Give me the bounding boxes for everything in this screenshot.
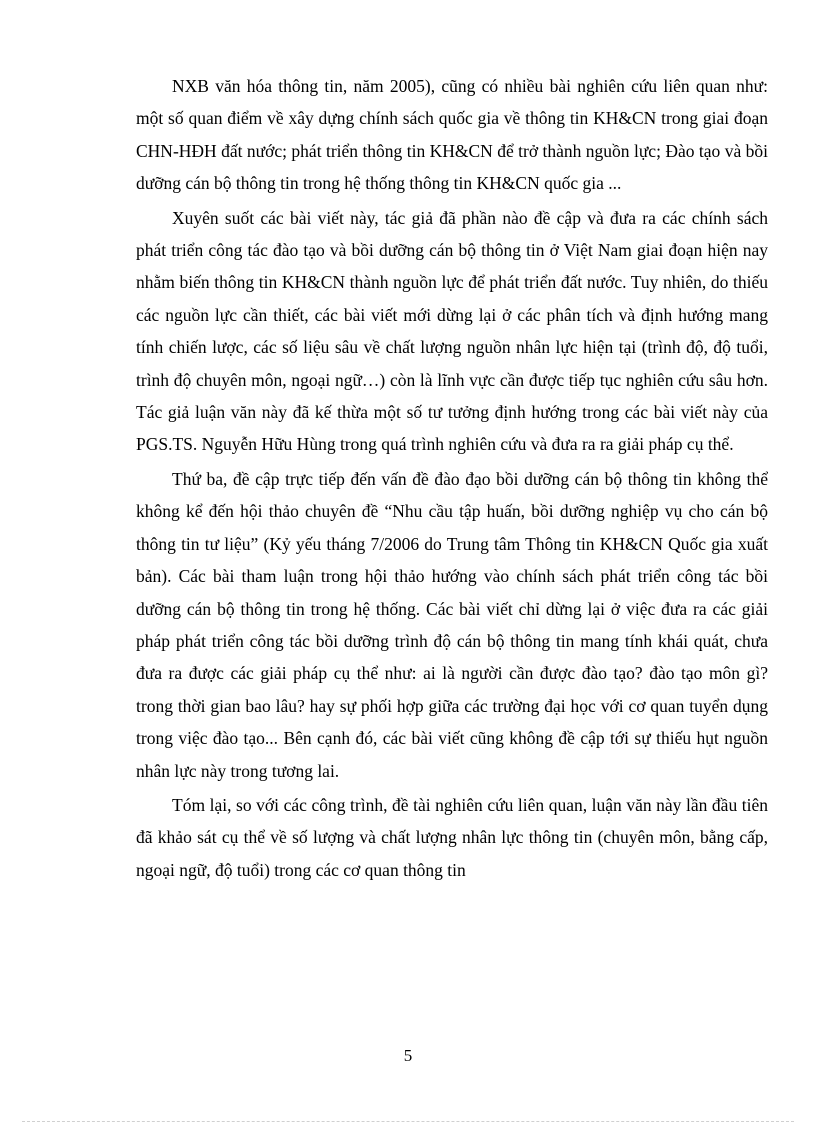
paragraph-4: Tóm lại, so với các công trình, đề tài nghiên cứu liên quan, luận văn này lần đầu tiên đã khảo sát cụ thể về số lượng và chất lượng nhân lực thông tin (chuyên môn, bằng cấp, ngoại ngữ, độ tuổi) trong các cơ quan thông tin [136,794,768,880]
page-bottom-divider [22,1121,794,1122]
body-text [136,70,768,888]
paragraph-2: Xuyên suốt các bài viết này, tác giả đã phần nào đề cập và đưa ra các chính sách phát triển công tác đào tạo và bồi dưỡng cán bộ thông tin ở Việt Nam giai đoạn hiện nay nhằm biến thông tin KH&CN thành nguồn lực để phát triển đất nước. Tuy nhiên, do thiếu các nguồn lực cần thiết, các bài viết mới dừng lại ở các phân tích và định hướng mang tính chiến lược, các số liệu sâu về chất lượng nguồn nhân lực hiện tại (trình độ, độ tuổi, trình độ chuyên môn, ngoại ngữ…) còn là lĩnh vực cần được tiếp tục nghiên cứu sâu hơn. Tác giả luận văn này đã kế thừa một số tư tưởng định hướng trong các bài viết này của PGS.TS. Nguyễn Hữu Hùng trong quá trình nghiên cứu và đưa ra ra giải pháp cụ thể. [136,207,768,455]
paragraph-1: NXB văn hóa thông tin, năm 2005), cũng có nhiều bài nghiên cứu liên quan như: một số quan điểm về xây dựng chính sách quốc gia về thông tin KH&CN trong giai đoạn CHN-HĐH đất nước; phát triển thông tin KH&CN để trở thành nguồn lực; Đào tạo và bồi dưỡng cán bộ thông tin trong hệ thống thông tin KH&CN quốc gia ... [136,76,768,194]
paragraph-3: Thứ ba, đề cập trực tiếp đến vấn đề đào đạo bồi dưỡng cán bộ thông tin không thể không kể đến hội thảo chuyên đề “Nhu cầu tập huấn, bồi dưỡng nghiệp vụ cho cán bộ thông tin tư liệu” (Kỷ yếu tháng 7/2006 do Trung tâm Thông tin KH&CN Quốc gia xuất bản). Các bài tham luận trong hội thảo hướng vào chính sách phát triển công tác bồi dưỡng cán bộ thông tin trong hệ thống. Các bài viết chỉ dừng lại ở việc đưa ra các giải pháp phát triển công tác bồi dưỡng trình độ cán bộ thông tin mang tính khái quát, chưa đưa ra được các giải pháp cụ thể như: ai là người cần được đào tạo? đào tạo môn gì? trong thời gian bao lâu? hay sự phối hợp giữa các trường đại học với cơ quan tuyển dụng trong việc đào tạo... Bên cạnh đó, các bài viết cũng không đề cập tới sự thiếu hụt nguồn nhân lực này trong tương lai. [136,468,768,781]
page-number: 5 [403,1046,413,1065]
